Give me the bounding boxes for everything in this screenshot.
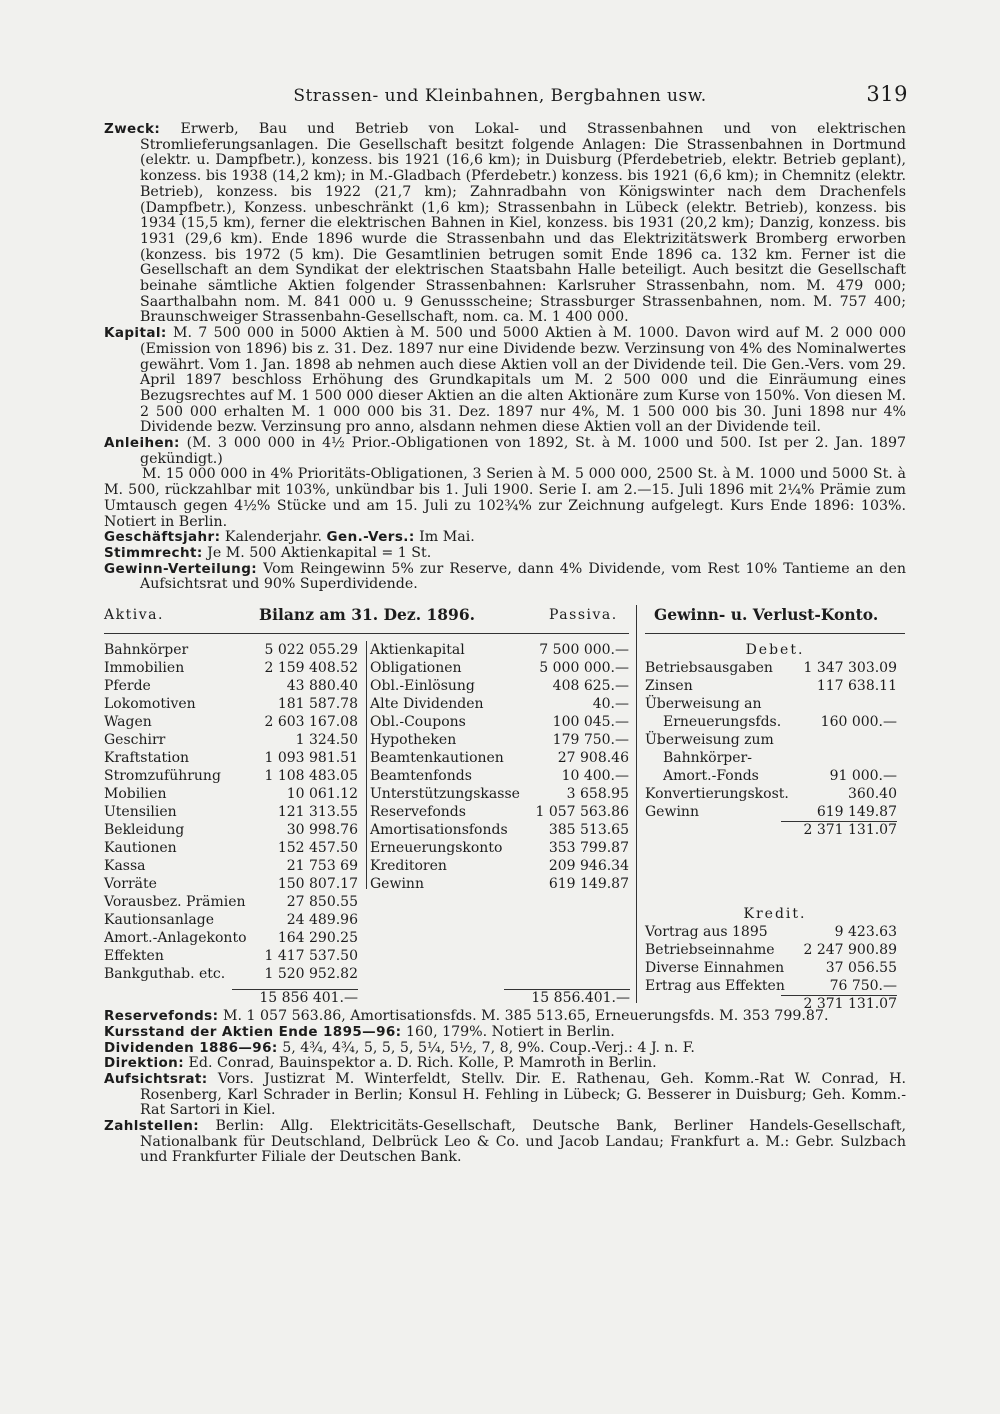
- guv-rule: [645, 633, 905, 634]
- kredit-name: Vortrag aus 1895: [645, 924, 768, 941]
- stimmrecht-text: Je M. 500 Aktienkapital = 1 St.: [207, 544, 432, 561]
- debet-amount: 160 000.—: [820, 714, 897, 731]
- kursstand-text: 160, 179%. Notiert in Berlin.: [405, 1023, 615, 1040]
- aktiva-name: Bankguthab. etc.: [104, 966, 226, 983]
- passiva-amount: 27 908.46: [557, 750, 629, 767]
- aktiva-name: Lokomotiven: [104, 696, 196, 713]
- debet-row: [645, 749, 905, 767]
- debet-name: Zinsen: [645, 678, 693, 695]
- kredit-name: Ertrag aus Effekten: [645, 978, 785, 995]
- passiva-amount: 385 513.65: [548, 822, 629, 839]
- debet-row: [645, 677, 905, 695]
- passiva-name: Amortisationsfonds: [370, 822, 508, 839]
- zweck-text: Erwerb, Bau und Betrieb von Lokal- und Strassenbahnen und von elektrischen Stromlieferungsanlagen. Die Gesellschaft besitzt folgende Anlagen: Die Strassenbahnen in Dortmund (elektr. u. Dampfbetr.), konzess. bis 1921 (16,6 km); in Duisburg (Pferdebetrieb, elektr. Betrieb geplant), konzess. bis 1938 (14,2 km); in M.-Gladbach (Pferdebetr.) konzess. bis 1921 (6,6 km); in Chemnitz (elektr. Betrieb), konzess. bis 1922 (21,7 km); Zahnradbahn von Königswinter nach dem Drachenfels (Dampfbetr.), Konzess. unbeschränkt (1,6 km); Strassenbahn in Lübeck (elektr. Betrieb), konzess. bis 1934 (15,5 km), ferner die elektrischen Bahnen in Kiel, konzess. bis 1931 (20,2 km); Danzig, konzess. bis 1931 (29,6 km). Ende 1896 wurde die Strassenbahn und das Elektrizitätswerk Bromberg erworben (konzess. bis 1972 (5 km). Die Gesamtlinien betrugen somit Ende 1896 ca. 132 km. Ferner ist die Gesellschaft an dem Syndikat der elektrischen Staatsbahn Halle beteiligt. Auch besitzt die Gesellschaft beinahe sämtliche Aktien folgender Strassenbahnen: Karlsruher Strassenbahn, nom. M. 479 000; Saarthalbahn nom. M. 841 000 u. 9 Genussscheine; Strassburger Strassenbahnen, nom. M. 757 400; Braunschweiger Strassenbahn-Gesellschaft, nom. ca. M. 1 400 000.: [140, 121, 906, 326]
- kredit-row: [645, 923, 905, 941]
- passiva-amount: 5 000 000.—: [539, 660, 629, 677]
- geschaeftsjahr-label: Geschäftsjahr:: [104, 529, 221, 546]
- passiva-amount: 619 149.87: [548, 876, 629, 893]
- zweck-section: [104, 122, 906, 326]
- debet-name: Bahnkörper-: [663, 750, 752, 767]
- aktiva-amount: 2 159 408.52: [264, 660, 358, 677]
- aktiva-row: [104, 677, 366, 695]
- debet-label: Debet.: [745, 642, 805, 659]
- passiva-amount: 1 057 563.86: [535, 804, 629, 821]
- passiva-row: [367, 695, 633, 713]
- genvers-label: Gen.-Vers.:: [326, 529, 415, 546]
- passiva-row: [367, 875, 633, 893]
- aktiva-amount: 121 313.55: [277, 804, 358, 821]
- passiva-amount: 40.—: [592, 696, 629, 713]
- debet-row: [645, 803, 905, 821]
- passiva-name: Gewinn: [370, 876, 424, 893]
- aktiva-amount: 1 093 981.51: [264, 750, 358, 767]
- passiva-row: [367, 749, 633, 767]
- passiva-name: Beamtenfonds: [370, 768, 472, 785]
- passiva-name: Obl.-Coupons: [370, 714, 466, 731]
- aktiva-row: [104, 731, 366, 749]
- zahlstellen-section: [104, 1119, 906, 1166]
- debet-name: Erneuerungsfds.: [663, 714, 782, 731]
- aktiva-row: [104, 803, 366, 821]
- kapital-label: Kapital:: [104, 325, 167, 342]
- passiva-row: [367, 659, 633, 677]
- passiva-name: Obligationen: [370, 660, 462, 677]
- direktion-section: [104, 1056, 906, 1072]
- gewinnverteilung-section: [104, 562, 906, 593]
- gewinnverteilung-label: Gewinn-Verteilung:: [104, 560, 258, 577]
- debet-name: Gewinn: [645, 804, 699, 821]
- kredit-total-row: [645, 995, 905, 1013]
- debet-name: Überweisung zum: [645, 732, 774, 749]
- passiva-row: [367, 857, 633, 875]
- aufsichtsrat-section: [104, 1072, 906, 1119]
- aktiva-name: Kautionen: [104, 840, 177, 857]
- column-divider: [636, 605, 637, 1003]
- reservefonds-text: M. 1 057 563.86, Amortisationsfds. M. 385 513.65, Erneuerungsfds. M. 353 799.87.: [222, 1008, 829, 1025]
- aktiva-row: [104, 767, 366, 785]
- kursstand-label: Kursstand der Aktien Ende 1895—96:: [104, 1023, 402, 1040]
- dividenden-label: Dividenden 1886—96:: [104, 1039, 278, 1056]
- passiva-name: Reservefonds: [370, 804, 466, 821]
- debet-name: Konvertierungskost.: [645, 786, 789, 803]
- entry-body: [104, 122, 906, 1166]
- debet-total: 2 371 131.07: [781, 821, 897, 838]
- aktiva-row: [104, 749, 366, 767]
- debet-name: Betriebsausgaben: [645, 660, 773, 677]
- passiva-name: Aktienkapital: [370, 642, 465, 659]
- aktiva-amount: 24 489.96: [286, 912, 358, 929]
- aktiva-row: [104, 965, 366, 983]
- aktiva-total: 15 856 401.—: [232, 989, 358, 1006]
- passiva-total: 15 856.401.—: [504, 989, 630, 1006]
- aktiva-amount: 164 290.25: [277, 930, 358, 947]
- guv-title: Gewinn- u. Verlust-Konto.: [654, 605, 879, 625]
- aktiva-name: Vorausbez. Prämien: [104, 894, 246, 911]
- aktiva-row: [104, 839, 366, 857]
- stimmrecht-label: Stimmrecht:: [104, 544, 203, 561]
- zweck-label: Zweck:: [104, 121, 161, 137]
- passiva-label: Passiva.: [549, 607, 618, 624]
- reservefonds-label: Reservefonds:: [104, 1008, 219, 1025]
- aktiva-name: Utensilien: [104, 804, 177, 821]
- kredit-amount: 37 056.55: [825, 960, 897, 977]
- passiva-row: [367, 677, 633, 695]
- kredit-name: Betriebseinnahme: [645, 942, 775, 959]
- aktiva-name: Pferde: [104, 678, 151, 695]
- passiva-row: [367, 767, 633, 785]
- aktiva-row: [104, 659, 366, 677]
- after-balance: [104, 1009, 906, 1166]
- passiva-row: [367, 803, 633, 821]
- debet-amount: 91 000.—: [829, 768, 897, 785]
- kredit-row: [645, 977, 905, 995]
- kursstand-section: [104, 1025, 906, 1041]
- kapital-text: M. 7 500 000 in 5000 Aktien à M. 500 und 5000 Aktien à M. 1000. Davon wird auf M. 2 000 000 (Emission von 1896) bis z. 31. Dez. 1897 nur eine Dividende bezw. Verzinsung von 4% des Nominalwertes gewährt. Vom 1. Jan. 1898 ab nehmen auch diese Aktien voll an der Dividende teil. Die Gen.-Vers. vom 29. April 1897 beschloss Erhöhung des Grundkapitals um M. 2 500 000 und die Einräumung eines Bezugsrechtes auf M. 1 500 000 dieser Aktien an die alten Aktionäre zum Kurse von 150%. Von diesen M. 2 500 000 erhalten M. 1 000 000 bis 31. Dez. 1897 nur 4%, M. 1 500 000 bis 30. Juni 1898 nur 4% Dividende bezw. Verzinsung pro anno, alsdann nehmen diese Aktien voll an der Dividende teil.: [140, 325, 906, 436]
- aktiva-row: [104, 695, 366, 713]
- aktiva-amount: 1 417 537.50: [264, 948, 358, 965]
- genvers-text: Im Mai.: [419, 529, 475, 546]
- debet-row: [645, 695, 905, 713]
- aufsichtsrat-label: Aufsichtsrat:: [104, 1070, 208, 1087]
- zahlstellen-text: Berlin: Allg. Elektricitäts-Gesellschaft, Deutsche Bank, Berliner Handels-Gesellschaft, Nationalbank für Deutschland, Delbrück Leo & Co. und Jacob Landau; Frankfurt a. M.: Gebr. Sulzbach und Frankfurter Filiale der Deutschen Bank.: [140, 1118, 906, 1166]
- debet-row: [645, 785, 905, 803]
- balance-section: [104, 605, 906, 1013]
- direktion-text: Ed. Conrad, Bauinspektor a. D. Rich. Kolle, P. Mamroth in Berlin.: [188, 1055, 657, 1072]
- passiva-amount: 209 946.34: [548, 858, 629, 875]
- passiva-amount: 100 045.—: [552, 714, 629, 731]
- dividenden-text: 5, 4¾, 4¾, 5, 5, 5, 5¼, 5½, 7, 8, 9%. Coup.-Verj.: 4 J. n. F.: [282, 1039, 695, 1056]
- geschaeftsjahr-section: [104, 530, 906, 546]
- aktiva-amount: 5 022 055.29: [264, 642, 358, 659]
- debet-list: [645, 659, 905, 821]
- debet-name: Amort.-Fonds: [663, 768, 759, 785]
- anleihen-section: [104, 436, 906, 467]
- aktiva-name: Geschirr: [104, 732, 166, 749]
- kapital-section: [104, 326, 906, 436]
- passiva-amount: 408 625.—: [552, 678, 629, 695]
- passiva-row: [367, 821, 633, 839]
- aktiva-name: Kraftstation: [104, 750, 190, 767]
- kredit-amount: 2 247 900.89: [803, 942, 897, 959]
- passiva-row: [367, 839, 633, 857]
- passiva-name: Erneuerungskonto: [370, 840, 503, 857]
- guv-kredit: [645, 905, 905, 1013]
- kredit-amount: 9 423.63: [834, 924, 897, 941]
- aktiva-name: Immobilien: [104, 660, 185, 677]
- aktiva-row: [104, 821, 366, 839]
- aktiva-name: Bekleidung: [104, 822, 185, 839]
- aktiva-name: Wagen: [104, 714, 152, 731]
- debet-row: [645, 713, 905, 731]
- aktiva-amount: 150 807.17: [277, 876, 358, 893]
- aktiva-amount: 2 603 167.08: [264, 714, 358, 731]
- page-number: 319: [866, 82, 908, 106]
- aktiva-amount: 30 998.76: [286, 822, 358, 839]
- aktiva-row: [104, 785, 366, 803]
- debet-amount: 117 638.11: [816, 678, 897, 695]
- debet-amount: 1 347 303.09: [803, 660, 897, 677]
- aktiva-amount: 27 850.55: [286, 894, 358, 911]
- anleihen-text: (M. 3 000 000 in 4½ Prior.-Obligationen von 1892, St. à M. 1000 und 500. Ist per 2. Jan. 1897 gekündigt.): [140, 435, 906, 467]
- aktiva-row: [104, 947, 366, 965]
- passiva-name: Kreditoren: [370, 858, 447, 875]
- aktiva-name: Amort.-Anlagekonto: [104, 930, 247, 947]
- aktiva-label: Aktiva.: [104, 607, 164, 624]
- passiva-amount: 179 750.—: [552, 732, 629, 749]
- debet-row: [645, 767, 905, 785]
- kredit-row: [645, 941, 905, 959]
- passiva-list: [366, 641, 633, 893]
- anleihen-label: Anleihen:: [104, 435, 180, 452]
- balance-rule: [104, 633, 629, 634]
- aktiva-name: Kautionsanlage: [104, 912, 214, 929]
- kredit-list: [645, 923, 905, 995]
- balance-header: [104, 605, 906, 631]
- passiva-name: Beamtenkautionen: [370, 750, 504, 767]
- anleihen-continuation: [104, 467, 906, 530]
- dividenden-section: [104, 1041, 906, 1057]
- passiva-amount: 10 400.—: [561, 768, 629, 785]
- aktiva-name: Mobilien: [104, 786, 167, 803]
- passiva-name: Hypotheken: [370, 732, 457, 749]
- aktiva-row: [104, 713, 366, 731]
- aktiva-name: Kassa: [104, 858, 146, 875]
- anleihen-text-2: M. 15 000 000 in 4% Prioritäts-Obligationen, 3 Serien à M. 5 000 000, 2500 St. à M. 1000 und 5000 St. à M. 500, rückzahlbar mit 103%, unkündbar bis 1. Juli 1900. Serie I. am 2.—15. Juli 1896 mit 2¼% Prämie zum Umtausch gegen 4½% Stücke und am 15. Juli zu 102¾% zur Zeichnung aufgelegt. Kurs Ende 1896: 103%. Notiert in Berlin.: [104, 466, 906, 530]
- zahlstellen-label: Zahlstellen:: [104, 1118, 200, 1135]
- aktiva-row: [104, 857, 366, 875]
- passiva-amount: 7 500 000.—: [539, 642, 629, 659]
- aktiva-row: [104, 911, 366, 929]
- passiva-name: Obl.-Einlösung: [370, 678, 475, 695]
- aktiva-name: Vorräte: [104, 876, 157, 893]
- aktiva-amount: 1 520 952.82: [264, 966, 358, 983]
- direktion-label: Direktion:: [104, 1055, 184, 1072]
- kredit-total: 2 371 131.07: [781, 995, 897, 1012]
- kredit-label: Kredit.: [743, 906, 807, 923]
- debet-amount: 360.40: [848, 786, 897, 803]
- guv-debet: [645, 641, 905, 839]
- running-header: [0, 80, 1000, 112]
- kredit-amount: 76 750.—: [829, 978, 897, 995]
- debet-name: Überweisung an: [645, 696, 762, 713]
- aufsichtsrat-text: Vors. Justizrat M. Winterfeldt, Stellv. Dir. E. Rathenau, Geh. Komm.-Rat W. Conrad, H. Rosenberg, Karl Schrader in Berlin; Konsul H. Fehling in Lübeck; G. Besserer in Duisburg; Geh. Komm.-Rat Sartori in Kiel.: [140, 1070, 906, 1119]
- bilanz-title: Bilanz am 31. Dez. 1896.: [259, 605, 476, 625]
- aktiva-amount: 181 587.78: [277, 696, 358, 713]
- passiva-row: [367, 641, 633, 659]
- debet-row: [645, 731, 905, 749]
- kredit-name: Diverse Einnahmen: [645, 960, 785, 977]
- aktiva-name: Effekten: [104, 948, 164, 965]
- aktiva-row: [104, 893, 366, 911]
- running-title: Strassen- und Kleinbahnen, Bergbahnen usw.: [293, 86, 707, 106]
- passiva-name: Alte Dividenden: [370, 696, 484, 713]
- passiva-row: [367, 785, 633, 803]
- aktiva-amount: 1 108 483.05: [264, 768, 358, 785]
- debet-row: [645, 659, 905, 677]
- stimmrecht-section: [104, 546, 906, 562]
- debet-total-row: [645, 821, 905, 839]
- passiva-row: [367, 713, 633, 731]
- aktiva-amount: 1 324.50: [295, 732, 358, 749]
- passiva-amount: 353 799.87: [548, 840, 629, 857]
- aktiva-row: [104, 929, 366, 947]
- aktiva-amount: 152 457.50: [277, 840, 358, 857]
- debet-amount: 619 149.87: [816, 804, 897, 821]
- aktiva-row: [104, 875, 366, 893]
- aktiva-list: [104, 641, 366, 983]
- geschaeftsjahr-text: Kalenderjahr.: [224, 529, 323, 546]
- aktiva-amount: 43 880.40: [286, 678, 358, 695]
- kredit-row: [645, 959, 905, 977]
- aktiva-name: Bahnkörper: [104, 642, 189, 659]
- aktiva-row: [104, 641, 366, 659]
- passiva-name: Unterstützungskasse: [370, 786, 520, 803]
- aktiva-name: Stromzuführung: [104, 768, 221, 785]
- gewinnverteilung-text: Vom Reingewinn 5% zur Reserve, dann 4% Dividende, vom Rest 10% Tantieme an den Aufsichtsrat und 90% Superdividende.: [140, 560, 906, 593]
- aktiva-amount: 21 753 69: [286, 858, 358, 875]
- aktiva-amount: 10 061.12: [286, 786, 358, 803]
- passiva-amount: 3 658.95: [566, 786, 629, 803]
- passiva-row: [367, 731, 633, 749]
